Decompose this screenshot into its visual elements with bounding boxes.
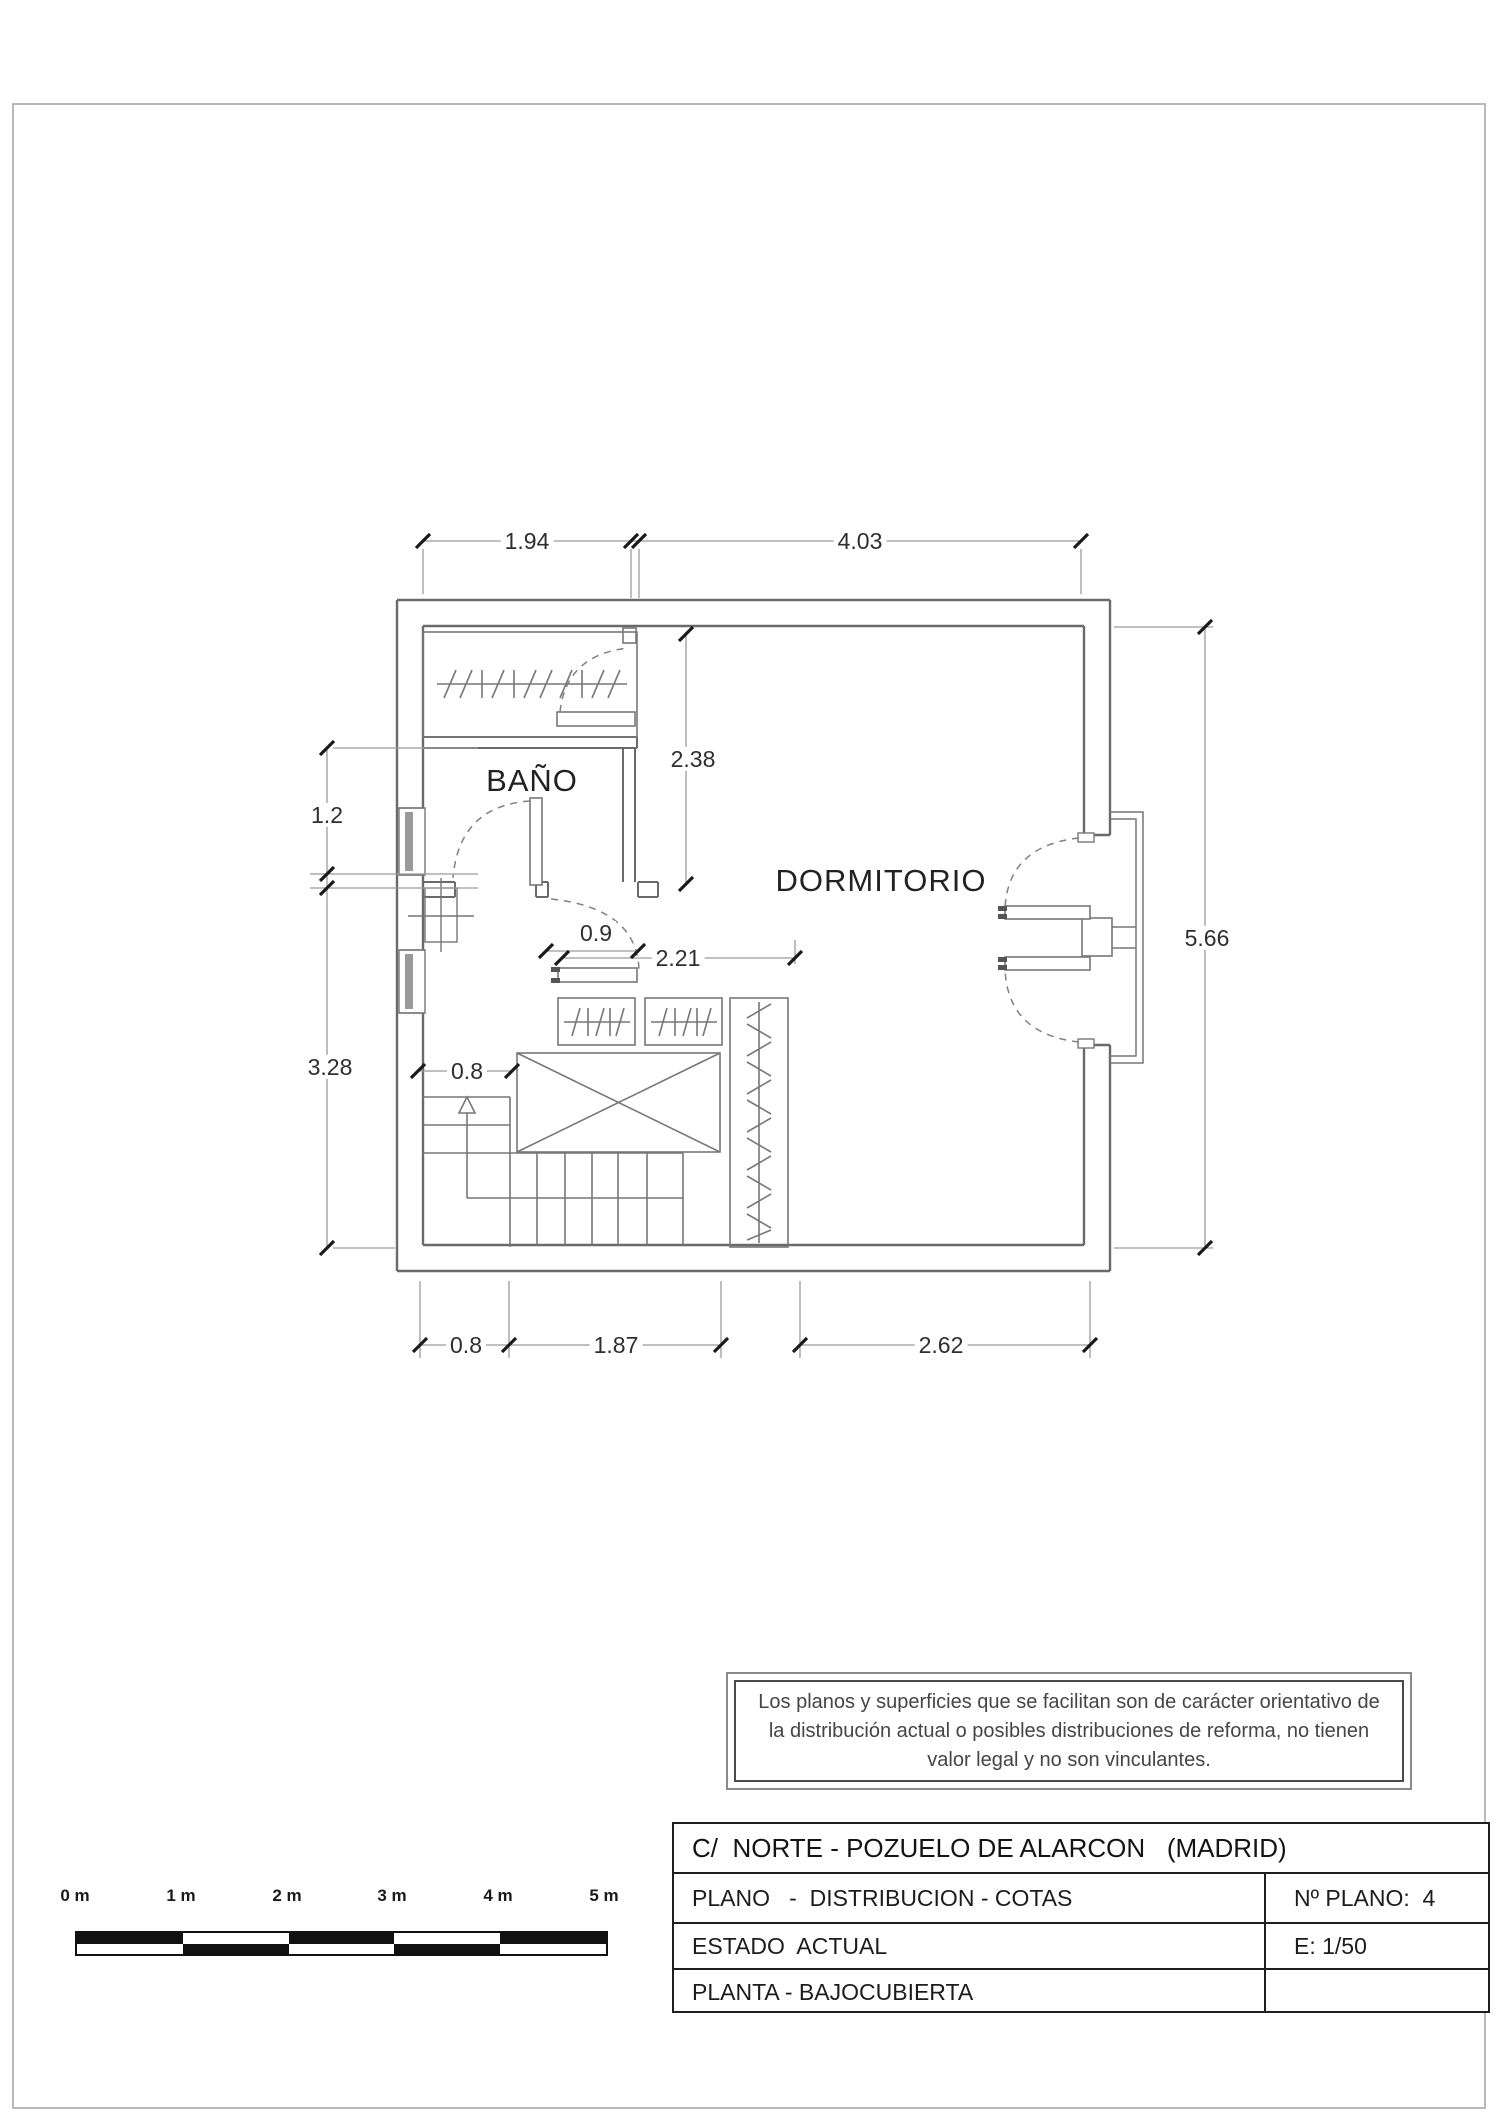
- scale-bar-bottom-row: [77, 1944, 606, 1955]
- dim-bottom-left: 0.8: [446, 1333, 486, 1357]
- stairs: [423, 1097, 683, 1247]
- scale-label-3m: 3 m: [377, 1886, 407, 1905]
- closet-right: [645, 998, 722, 1045]
- bath-door: [453, 798, 542, 885]
- title-block-divider: [1264, 1872, 1266, 2011]
- scale-label-5m: 5 m: [589, 1886, 619, 1905]
- window-upper: [399, 808, 425, 875]
- state-cell: [692, 1924, 887, 1968]
- scale-cell: [1294, 1924, 1367, 1968]
- disclaimer-text: [734, 1680, 1404, 1782]
- scale-segment: [500, 1944, 606, 1955]
- disclaimer-line: Los planos y superficies que se facilitan son de carácter orientativo de: [758, 1690, 1380, 1713]
- title-block-row-plan: [674, 1872, 1488, 1922]
- state-text: ESTADO ACTUAL: [692, 1932, 888, 1959]
- floor-text: PLANTA - BAJOCUBIERTA: [692, 1979, 974, 2005]
- door-swing-arc: [1005, 968, 1079, 1042]
- dimension-lines: [310, 541, 1213, 1358]
- room-label-bano: BAÑO: [486, 763, 578, 798]
- sink-icon: [408, 878, 474, 952]
- disclaimer-line: valor legal y no son vinculantes.: [927, 1748, 1211, 1771]
- title-block-row-state: [674, 1922, 1488, 1968]
- title-block: [672, 1822, 1490, 2013]
- balcony: [1110, 812, 1143, 1063]
- disclaimer-box: [726, 1672, 1412, 1790]
- dim-door-width: 0.9: [576, 921, 616, 945]
- window-lower: [399, 950, 425, 1013]
- scale-label-4m: 4 m: [483, 1886, 513, 1905]
- plan-number-text: Nº PLANO: 4: [1294, 1884, 1436, 1911]
- dim-bottom-right: 2.62: [915, 1333, 968, 1357]
- dim-left-lower: 3.28: [304, 1055, 357, 1079]
- scale-segment: [394, 1944, 500, 1955]
- dim-top-left: 1.94: [501, 529, 554, 553]
- door-swing-arc: [1005, 838, 1079, 910]
- scale-label-0m: 0 m: [60, 1886, 90, 1905]
- plan-type-cell: [692, 1874, 1072, 1922]
- closet-left: [558, 998, 635, 1045]
- scale-segment: [394, 1933, 500, 1944]
- disclaimer-line: la distribución actual o posibles distribuciones de reforma, no tienen: [768, 1719, 1370, 1742]
- door-mullion: [1082, 918, 1112, 956]
- dim-dressing-width: 2.21: [652, 946, 705, 970]
- dim-left-upper: 1.2: [307, 803, 347, 827]
- dim-stair-width: 0.8: [447, 1059, 487, 1083]
- room-label-dormitorio: DORMITORIO: [775, 863, 987, 898]
- scale-label-1m: 1 m: [166, 1886, 196, 1905]
- scale-segment: [77, 1933, 183, 1944]
- french-doors: [998, 833, 1112, 1048]
- exterior-walls: [397, 600, 1110, 1271]
- title-block-row-floor: [674, 1968, 1488, 2015]
- wardrobe-x: [517, 1053, 720, 1152]
- scale-segment: [289, 1944, 395, 1955]
- scale-label-2m: 2 m: [272, 1886, 302, 1905]
- stair-direction-arrow-icon: [459, 1097, 475, 1198]
- dimension-ticks: [320, 534, 1212, 1352]
- scale-segment: [289, 1933, 395, 1944]
- scale-bar-checker: [75, 1931, 608, 1956]
- door-swing-arc: [560, 648, 628, 712]
- scale-segment: [77, 1944, 183, 1955]
- dim-right-side: 5.66: [1181, 926, 1234, 950]
- scale-segment: [183, 1944, 289, 1955]
- scale-text: E: 1/50: [1294, 1932, 1367, 1959]
- title-block-address-cell: [692, 1824, 1287, 1872]
- address-text: C/ NORTE - POZUELO DE ALARCON (MADRID): [692, 1832, 1287, 1863]
- plan-number-cell: [1294, 1874, 1435, 1922]
- floor-cell: [692, 1970, 973, 2015]
- dim-bath-depth: 2.38: [667, 747, 720, 771]
- scale-bar-top-row: [77, 1933, 606, 1944]
- dim-bottom-mid: 1.87: [590, 1333, 643, 1357]
- scale-segment: [183, 1933, 289, 1944]
- scale-segment: [500, 1933, 606, 1944]
- dim-top-right: 4.03: [834, 529, 887, 553]
- door-swing-arc: [453, 801, 530, 878]
- closet-vertical: [730, 998, 788, 1247]
- plan-type-text: PLANO - DISTRIBUCION - COTAS: [692, 1884, 1073, 1911]
